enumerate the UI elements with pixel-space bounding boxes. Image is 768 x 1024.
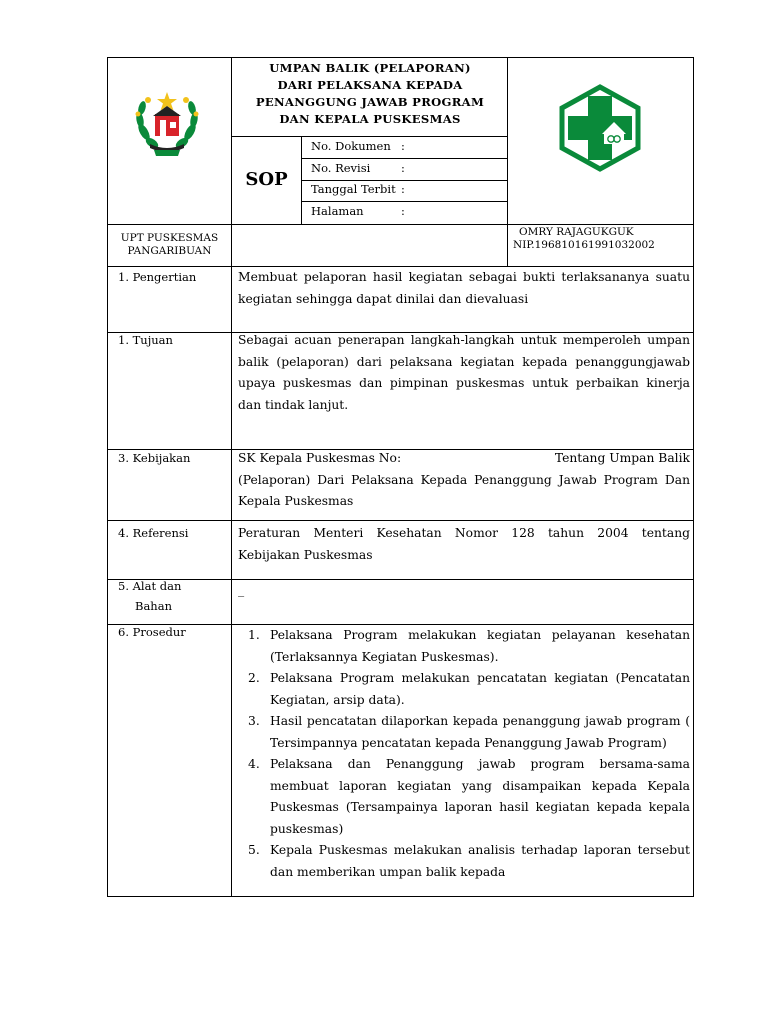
header-bottom-line [108,224,693,225]
meta-colon: : [401,204,405,218]
step-text: Pelaksana Program melakukan kegiatan pelayanan kesehatan (Terlaksannya Kegiatan Puskesmas). [270,628,690,664]
step-text: Hasil pencatatan dilaporkan kepada penanggung jawab program ( Tersimpannya pencatatan kepada Penanggung Jawab Program) [270,714,690,750]
label-alat-bahan [118,576,181,616]
step-number: 1. [248,628,260,642]
kebijakan-sk: SK Kepala Puskesmas No: [238,451,402,465]
procedure-step [248,625,690,668]
procedure-step [248,668,690,711]
text-tujuan: Sebagai acuan penerapan langkah-langkah untuk memperoleh umpan balik (pelaporan) dari pelaksana kegiatan kepada penanggungjawab upaya puskesmas dan pimpinan puskesmas untuk perbaikan kinerja dan tindak lanjut. [238,333,690,412]
step-text: Pelaksana Program melakukan pencatatan kegiatan (Pencatatan Kegiatan, arsip data). [270,671,690,707]
document-title [233,60,507,128]
meta-tanggal-terbit [311,182,405,196]
meta-colon: : [401,139,405,153]
label-tujuan: 1. Tujuan [118,333,173,347]
text-pengertian: Membuat pelaporan hasil kegiatan sebagai bukti terlaksananya suatu kegiatan sehingga dapat dinilai dan dievaluasi [238,270,690,306]
column-divider-right [507,58,508,224]
meta-label: No. Revisi [311,161,371,175]
title-line-1: UMPAN BALIK (PELAPORAN) [269,61,471,75]
puskesmas-logo-icon [556,84,644,172]
label-prosedur: 6. Prosedur [118,625,186,639]
label-alat-line-2: Bahan [135,599,172,613]
procedure-step [248,711,690,754]
title-line-3: PENANGGUNG JAWAB PROGRAM [255,95,485,109]
step-number: 3. [248,714,260,728]
step-number: 4. [248,757,260,771]
procedure-list [248,625,690,883]
meta-line-1 [301,158,508,159]
meta-no-revisi [311,161,405,175]
step-number: 2. [248,671,260,685]
title-line-2: DARI PELAKSANA KEPADA [277,78,463,92]
meta-no-dokumen [311,139,405,153]
signer-block [513,226,691,252]
meta-line-2 [301,180,508,181]
step-number: 5. [248,843,260,857]
kebijakan-rest: (Pelaporan) Dari Pelaksana Kepada Penanggung Jawab Program Dan Kepala Puskesmas [238,472,690,508]
title-line-4: DAN KEPALA PUSKESMAS [279,112,461,126]
unit-line-2: PANGARIBUAN [127,245,212,257]
step-text: Kepala Puskesmas melakukan analisis terhadap laporan tersebut dan memberikan umpan balik kepada [270,843,690,879]
text-kebijakan [238,448,690,513]
column-divider-left [231,58,232,896]
procedure-step [248,840,690,883]
label-pengertian: 1. Pengertian [118,270,197,284]
meta-label: Halaman [311,204,364,218]
title-bottom-line [231,136,508,137]
unit-line-1: UPT PUSKESMAS [120,232,219,244]
kebijakan-tentang: Tentang Umpan Balik [554,451,690,465]
kebijakan-line-1 [238,448,690,470]
signer-name: OMRY RAJAGUKGUK [519,226,634,238]
meta-colon: : [401,182,405,196]
step-text: Pelaksana dan Penanggung jawab program bersama-sama membuat laporan kegiatan yang disampaikan kepada Kepala Puskesmas (Tersampainya laporan hasil kegiatan kepada kepala puskesmas) [270,757,690,836]
label-referensi: 4. Referensi [118,526,189,540]
meta-colon: : [401,161,405,175]
district-emblem-icon [128,86,206,164]
sop-document [107,57,694,897]
procedure-step [248,754,690,840]
signer-nip: NIP.196810161991032002 [513,239,655,251]
row-line-4 [108,520,693,521]
meta-halaman [311,204,405,218]
meta-label: Tanggal Terbit [311,182,396,196]
unit-name [108,232,231,258]
meta-line-3 [301,201,508,202]
sop-label: SOP [245,168,288,190]
signer-divider [507,224,508,266]
text-referensi: Peraturan Menteri Kesehatan Nomor 128 tahun 2004 tentang Kebijakan Puskesmas [238,526,690,562]
label-kebijakan: 3. Kebijakan [118,451,191,465]
text-alat-bahan: _ [238,583,245,597]
label-alat-line-1: 5. Alat dan [118,579,182,593]
meta-label: No. Dokumen [311,139,391,153]
